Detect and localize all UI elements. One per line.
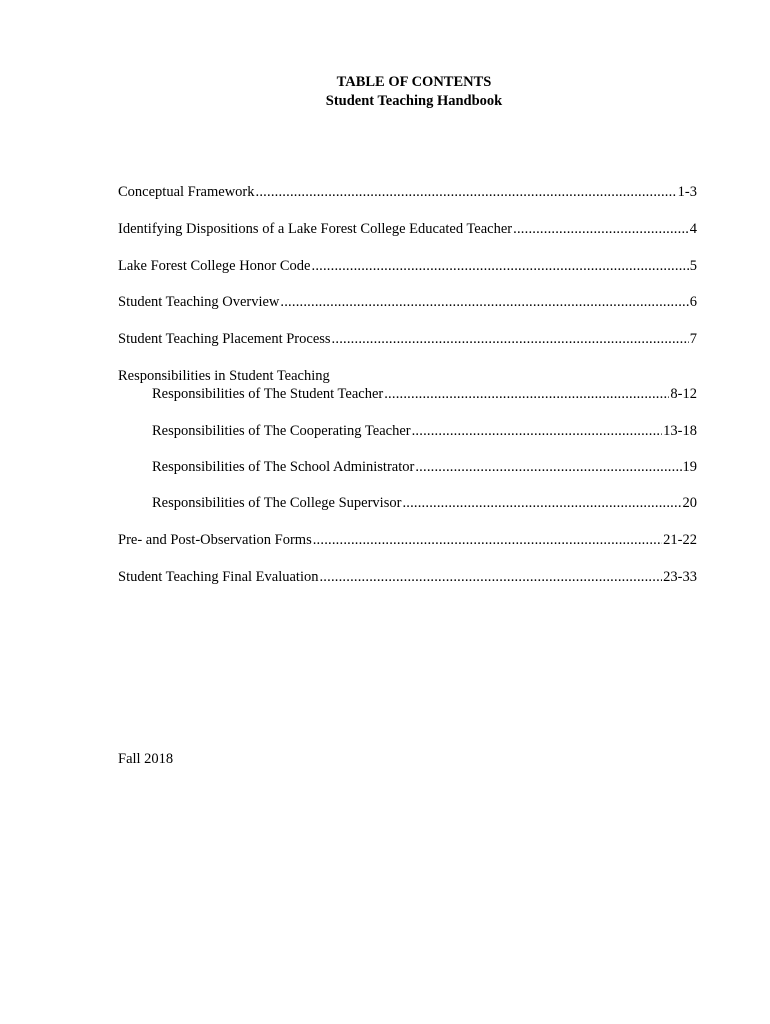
toc-entry-page: 20 bbox=[682, 495, 697, 511]
toc-entry bbox=[118, 220, 697, 238]
toc-entry bbox=[118, 531, 697, 549]
toc-subentry bbox=[152, 458, 697, 476]
toc-entry bbox=[118, 293, 697, 311]
toc-subentry bbox=[152, 494, 697, 512]
toc-entry-label: Conceptual Framework bbox=[118, 184, 255, 200]
toc-entry-label: Student Teaching Overview bbox=[118, 294, 280, 310]
toc-entry bbox=[118, 257, 697, 275]
toc-entry bbox=[118, 183, 697, 201]
toc-leader-dots bbox=[412, 422, 663, 440]
toc-leader-dots bbox=[513, 220, 689, 238]
toc-leader-dots bbox=[280, 293, 688, 311]
toc-entry-label: Responsibilities of The Student Teacher bbox=[152, 386, 384, 402]
toc-entry-page: 13-18 bbox=[663, 423, 697, 439]
toc-entry bbox=[118, 330, 697, 348]
document-date: Fall 2018 bbox=[118, 751, 174, 767]
toc-entry-label: Pre- and Post-Observation Forms bbox=[118, 532, 312, 548]
toc-leader-dots bbox=[256, 183, 677, 201]
toc-entry-page: 8-12 bbox=[670, 386, 697, 402]
toc-entry-label: Lake Forest College Honor Code bbox=[118, 258, 311, 274]
toc-leader-dots bbox=[415, 458, 681, 476]
toc-entry-page: 1-3 bbox=[677, 184, 697, 200]
toc-entry-label: Identifying Dispositions of a Lake Forest College Educated Teacher bbox=[118, 221, 513, 237]
toc-entry-page: 19 bbox=[682, 459, 697, 475]
toc-leader-dots bbox=[384, 385, 669, 403]
toc-entry-label: Student Teaching Placement Process bbox=[118, 331, 331, 347]
toc-subentry bbox=[152, 422, 697, 440]
toc-entry-page: 23-33 bbox=[663, 569, 697, 585]
toc-entry-page: 4 bbox=[689, 221, 697, 237]
toc-entry-page: 5 bbox=[689, 258, 697, 274]
page-title: TABLE OF CONTENTS bbox=[336, 74, 492, 90]
toc-leader-dots bbox=[312, 257, 689, 275]
toc-entry-page: 6 bbox=[689, 294, 697, 310]
toc-entry-page: 7 bbox=[689, 331, 697, 347]
toc-subentry bbox=[152, 385, 697, 403]
toc-section-heading: Responsibilities in Student Teaching bbox=[118, 368, 330, 384]
toc-entry-label: Student Teaching Final Evaluation bbox=[118, 569, 319, 585]
toc-entry-label: Responsibilities of The Cooperating Teacher bbox=[152, 423, 411, 439]
toc-entry-page: 21-22 bbox=[663, 532, 697, 548]
toc-leader-dots bbox=[313, 531, 662, 549]
toc-entry-label: Responsibilities of The College Supervisor bbox=[152, 495, 402, 511]
toc-entry-label: Responsibilities of The School Administrator bbox=[152, 459, 415, 475]
page-subtitle: Student Teaching Handbook bbox=[325, 93, 503, 109]
toc-entry bbox=[118, 568, 697, 586]
toc-leader-dots bbox=[402, 494, 681, 512]
toc-leader-dots bbox=[319, 568, 662, 586]
toc-leader-dots bbox=[332, 330, 689, 348]
